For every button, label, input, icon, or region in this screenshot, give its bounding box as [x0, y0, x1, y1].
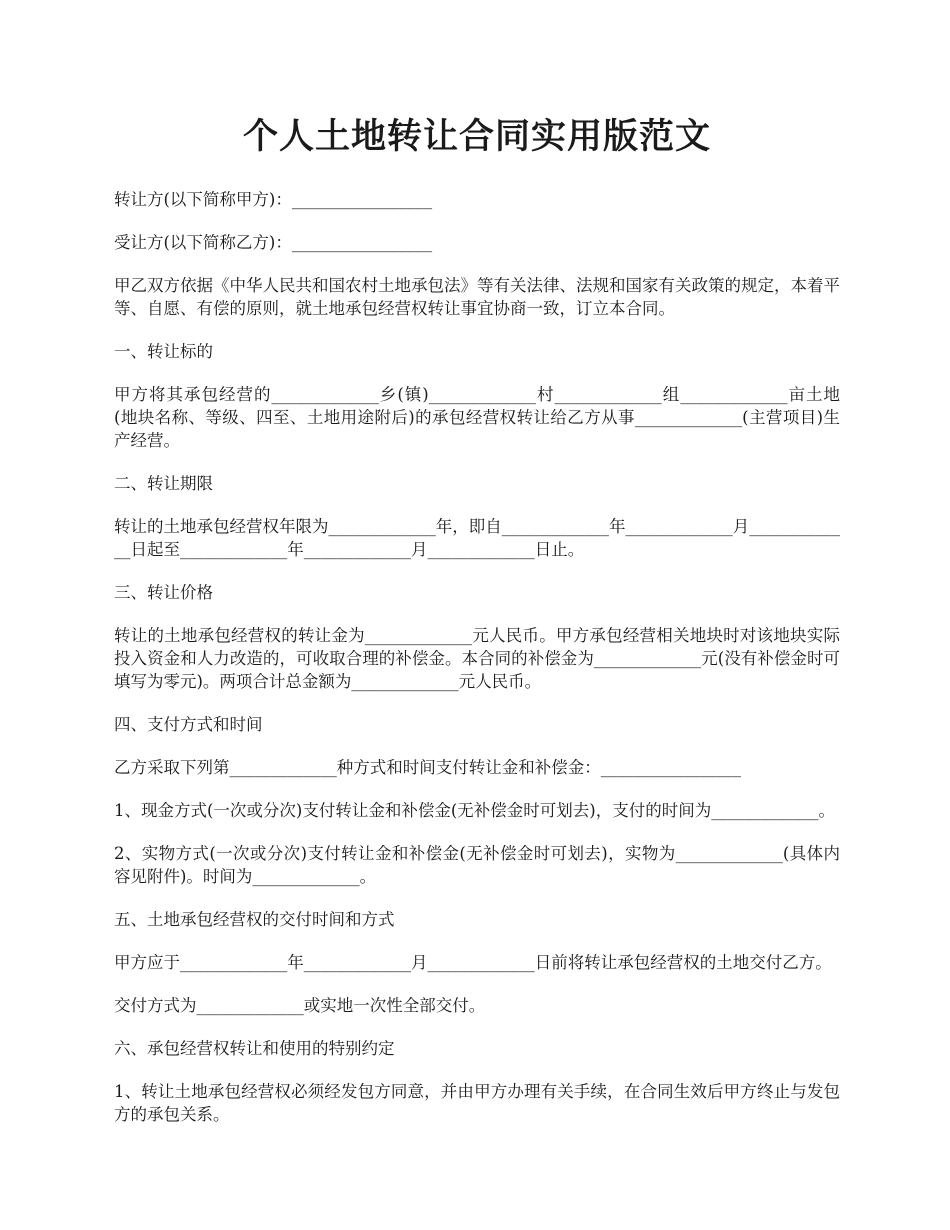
section-5-body: 甲方应于_____________年_____________月_____________日前将转让承包经营权的土地交付乙方。	[114, 953, 832, 972]
section-heading-6: 六、承包经营权转让和使用的特别约定	[114, 1039, 395, 1058]
preamble-paragraph: 甲乙双方依据《中华人民共和国农村土地承包法》等有关法律、法规和国家有关政策的规定，本着平等、自愿、有偿的原则，就土地承包经营权转让事宜协商一致，订立本合同。	[114, 276, 840, 318]
section-heading-5: 五、土地承包经营权的交付时间和方式	[114, 910, 395, 929]
section-1-body: 甲方将其承包经营的_____________乡(镇)_____________村_____________组_____________亩土地(地块名称、等级、四至、土地用途附后)的承包经营权转让给乙方从事_____________(主营项目)生产经营。	[114, 385, 840, 450]
section-4-item-1: 1、现金方式(一次或分次)支付转让金和补偿金(无补偿金时可划去)，支付的时间为_____________。	[114, 801, 835, 820]
section-3-body: 转让的土地承包经营权的转让金为_____________元人民币。甲方承包经营相关地块时对该地块实际投入资金和人力改造的，可收取合理的补偿金。本合同的补偿金为_____________元(没有补偿金时可填写为零元)。两项合计总金额为_____________元人民币。	[114, 626, 840, 691]
section-2-body: 转让的土地承包经营权年限为_____________年，即自_____________年_____________月_____________日起至_____________年_____________月_____________日止。	[114, 517, 840, 559]
document-title: 个人土地转让合同实用版范文	[242, 116, 711, 157]
document-page	[114, 112, 840, 1146]
section-4-item-2: 2、实物方式(一次或分次)支付转让金和补偿金(无补偿金时可划去)，实物为_____________(具体内容见附件)。时间为_____________。	[114, 844, 840, 886]
section-heading-4: 四、支付方式和时间	[114, 715, 263, 734]
section-5-method: 交付方式为_____________或实地一次性全部交付。	[114, 996, 486, 1015]
section-heading-2: 二、转让期限	[114, 474, 213, 493]
transferor-line: 转让方(以下简称甲方)：_________________	[114, 190, 433, 209]
section-heading-1: 一、转让标的	[114, 342, 213, 361]
transferee-line: 受让方(以下简称乙方)：_________________	[114, 233, 433, 252]
section-4-intro: 乙方采取下列第_____________种方式和时间支付转让金和补偿金：_________________	[114, 758, 741, 777]
section-heading-3: 三、转让价格	[114, 583, 213, 602]
section-6-item-1: 1、转让土地承包经营权必须经发包方同意，并由甲方办理有关手续，在合同生效后甲方终止与发包方的承包关系。	[114, 1082, 840, 1124]
